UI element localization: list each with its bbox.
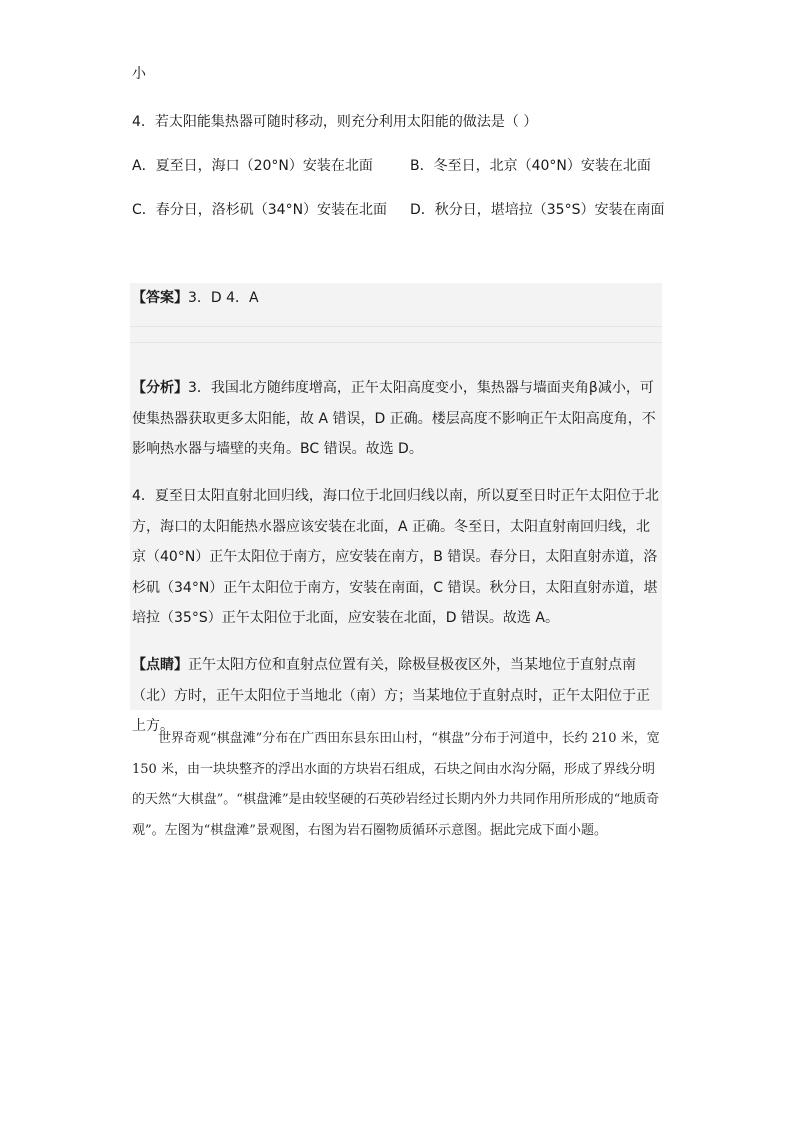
analysis-paragraph-4: 4．夏至日太阳直射北回归线，海口位于北回归线以南，所以夏至日时正午太阳位于北方，海口的太阳能热水器应该安装在北面，A 正确。冬至日，太阳直射南回归线，北京（40°N）正午太阳位于南方，应安装在南方，B 错误。春分日，太阳直射赤道，洛杉矶（34°N）正午太阳位于南方，安装在南面，C 错误。秋分日，太阳直射赤道，堪培拉（35°S）正午太阳位于北面，应安装在北面，D 错误。故选 A。 <box>132 488 659 626</box>
question-4-stem: 4．若太阳能集热器可随时移动，则充分利用太阳能的做法是（ ） <box>132 114 538 130</box>
panel-divider <box>130 326 662 327</box>
top-fragment: 小 <box>132 66 146 82</box>
tips-text: 正午太阳方位和直射点位置有关，除极昼极夜区外，当某地位于直射点南（北）方时，正午太阳位于当地北（南）方；当某地位于直射点时，正午太阳位于正上方。 <box>132 657 650 734</box>
analysis-paragraph-3 <box>132 373 660 465</box>
question-4-option-a: A．夏至日，海口（20°N）安装在北面 <box>132 158 373 174</box>
analysis-block-4 <box>132 481 660 634</box>
question-4-option-b: B．冬至日，北京（40°N）安装在北面 <box>410 158 651 174</box>
analysis-block <box>132 373 660 465</box>
panel-divider <box>130 342 662 343</box>
material-paragraph: 世界奇观“棋盘滩”分布在广西田东县东田山村，“棋盘”分布于河道中，长约 210 米，宽 150 米，由一块块整齐的浮出水面的方块岩石组成，石块之间由水沟分隔，形成了界线分明的天然“大棋盘”。“棋盘滩”是由较坚硬的石英砂岩经过长期内外力共同作用所形成的“地质奇观”。左图为“棋盘滩”景观图，右图为岩石圈物质循环示意图。据此完成下面小题。 <box>132 731 660 838</box>
question-4-option-c: C．春分日，洛杉矶（34°N）安装在北面 <box>132 202 388 218</box>
analysis-text-3: 3．我国北方随纬度增高，正午太阳高度变小，集热器与墙面夹角β减小，可使集热器获取更多太阳能，故 A 错误，D 正确。楼层高度不影响正午太阳高度角，不影响热水器与墙壁的夹角。BC 错误。故选 D。 <box>132 380 656 457</box>
analysis-label: 【分析】 <box>132 380 188 396</box>
tips-label: 【点睛】 <box>132 657 188 673</box>
answer-label: 【答案】 <box>132 290 188 306</box>
answer-text: 3．D 4．A <box>188 290 259 306</box>
question-4-option-d: D．秋分日，堪培拉（35°S）安装在南面 <box>410 202 665 218</box>
answer-line <box>132 288 259 308</box>
material-block <box>132 724 662 846</box>
